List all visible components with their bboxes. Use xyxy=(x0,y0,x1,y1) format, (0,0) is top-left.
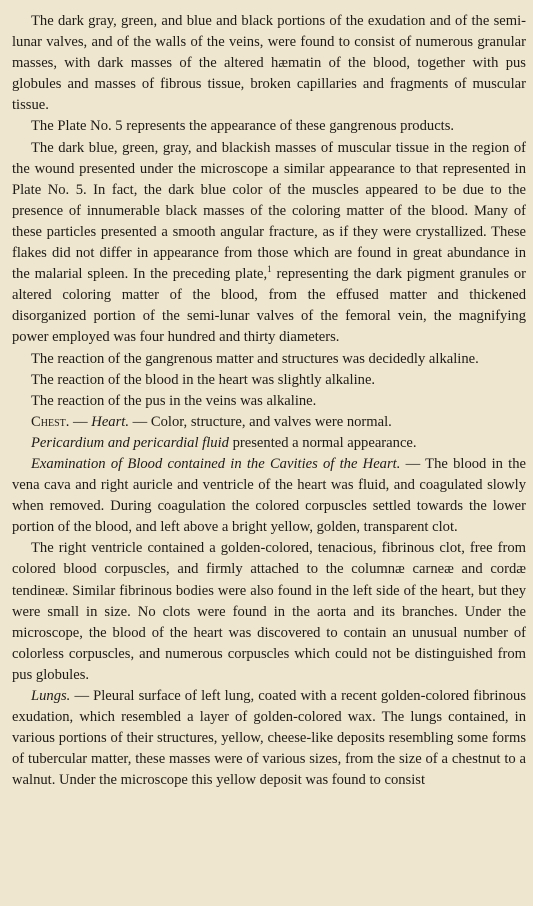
paragraph-chest-heart: Chest. — Heart. — Color, structure, and valves were normal. xyxy=(31,413,392,430)
subheading-lungs: Lungs. xyxy=(31,688,71,704)
paragraph-reaction-blood: The reaction of the blood in the heart was slightly alkaline. xyxy=(31,371,376,388)
subheading-heart: Heart. xyxy=(91,413,129,430)
body-text xyxy=(12,11,526,791)
subheading-blood-examination: Examination of Blood contained in the Cavities of the Heart. xyxy=(31,455,401,472)
footnote-marker[interactable]: 1 xyxy=(267,264,272,275)
paragraph-reaction-pus: The reaction of the pus in the veins was alkaline. xyxy=(31,392,317,409)
paragraph-lungs: Lungs. — Pleural surface of left lung, coated with a recent golden-colored fibrinous exudation, which resembled a layer of golden-colored wax. The lungs contained, in various portions of their structures, yellow, cheese-like deposits resembling some forms of tubercular matter, these masses were of various sizes, from the size of a chestnut to a walnut. Under the microscope this yellow deposit was found to consist xyxy=(12,688,526,789)
section-label-chest: Chest. xyxy=(31,413,70,430)
paragraph-blood-examination: Examination of Blood contained in the Cavities of the Heart. — The blood in the vena cava and right auricle and ventricle of the heart was fluid, and coagulated slowly when removed. During coagulation the colored corpuscles settled towards the lower portion of the blood, and left above a bright yellow, golden, transparent clot. xyxy=(12,455,527,536)
paragraph-pericardium: Pericardium and pericardial fluid presented a normal appearance. xyxy=(31,434,417,451)
paragraph-right-ventricle: The right ventricle contained a golden-colored, tenacious, fibrinous clot, free from colored blood corpuscles, and firmly attached to the columnæ carneæ and cordæ tendineæ. Similar fibrinous bodies were also found in the left side of the heart, but they were small in size. No clots were found in the aorta and its branches. Under the microscope, the blood of the heart was discovered to contain an unusual number of colorless corpuscles, and numerous corpuscles which could not be distinguished from pus globules. xyxy=(12,540,526,683)
paragraph-plate-five: The Plate No. 5 represents the appearance of these gangrenous products. xyxy=(31,118,455,135)
subheading-pericardium: Pericardium and pericardial fluid xyxy=(31,434,229,451)
paragraph-muscular-tissue: The dark blue, green, gray, and blackish masses of muscular tissue in the region of the wound presented under the microscope a similar appearance to that represented in Plate No. 5. In fact, the dark blue color of the muscles appeared to be due to the presence of innumerable black masses of the coloring matter of the blood. Many of these particles presented a smooth angular fracture, as if they were crystallized. These flakes did not differ in appearance from those which are found in great abundance in the malarial spleen. In the preceding plate,$^1$ representing the dark pigment granules or altered coloring matter of the blood, from the effused matter and thickened disorganized portion of the semi-lunar valves of the femoral vein, the magnifying power employed was four hundred and thirty diameters. xyxy=(12,139,526,346)
paragraph-reaction-gangrenous: The reaction of the gangrenous matter and structures was decidedly alkaline. xyxy=(31,350,479,367)
paragraph-exudation: The dark gray, green, and blue and black portions of the exudation and of the semi-lunar valves, and of the walls of the veins, were found to consist of numerous granular masses, with dark masses of the altered hæmatin of the blood, together with pus globules and masses of fibrous tissue, broken capillaries and fragments of muscular tissue. xyxy=(12,13,526,114)
